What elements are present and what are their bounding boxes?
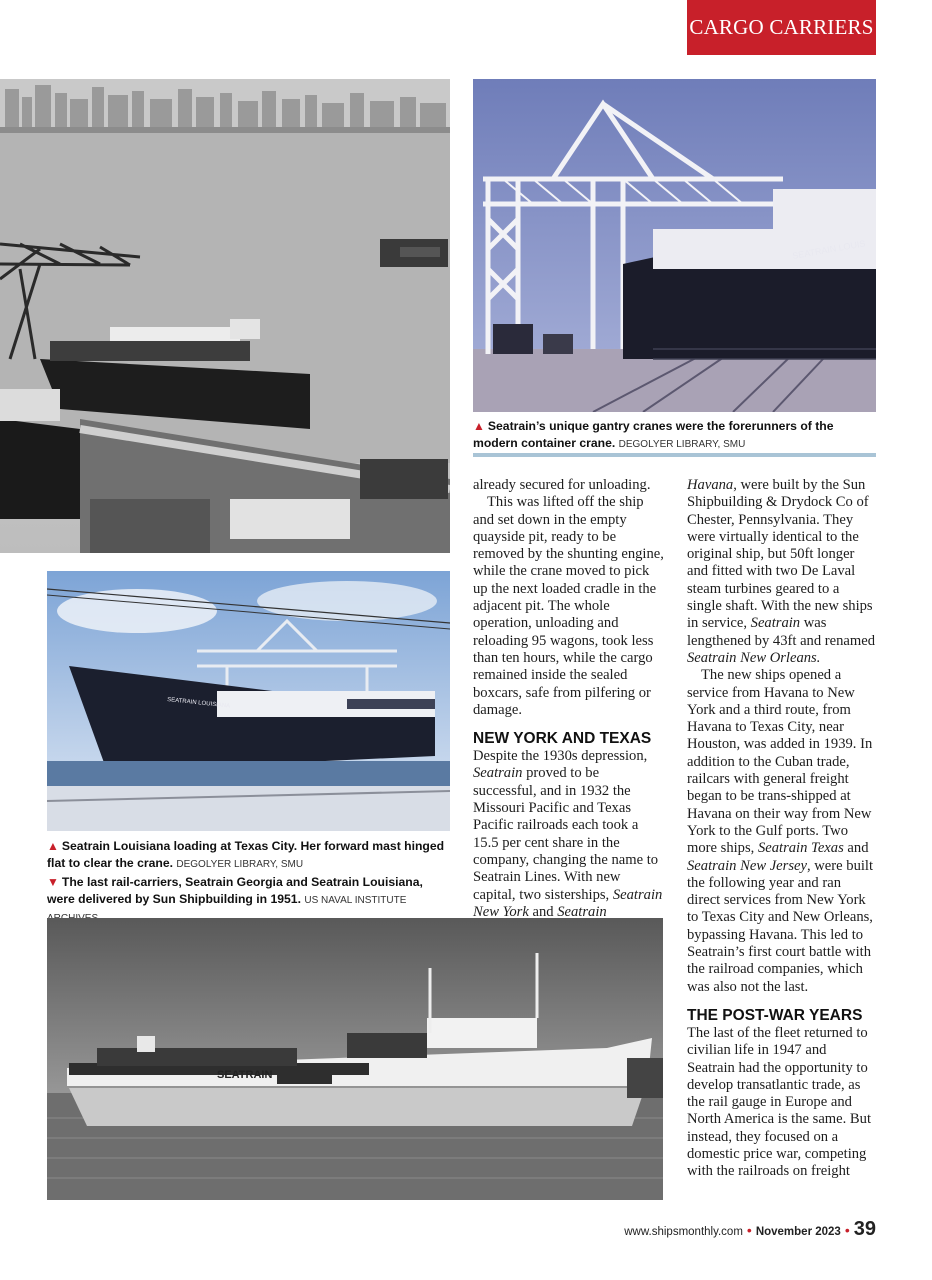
photo-harbour xyxy=(0,79,450,553)
heading-post-war-years: THE POST-WAR YEARS xyxy=(687,1006,863,1024)
col1-p3-b: proved to be successful, and in 1932 the Missouri Pacific and Texas Pacific railroads each took a 15.5 per cent share in the company, changing the name to Seatrain Lines. With new capital, two sisterships, xyxy=(473,765,659,903)
caption-louisiana-text: Seatrain Louisiana loading at Texas City. Her forward mast hinged flat to clear the crane. xyxy=(47,839,445,870)
page-footer xyxy=(624,1218,876,1241)
caption-gantry xyxy=(473,418,876,453)
caption-last-carriers-credit: US NAVAL INSTITUTE xyxy=(304,895,407,906)
article-column-1 xyxy=(473,477,664,921)
section-tag: CARGO CARRIERS xyxy=(687,0,876,55)
col2-paragraph-3: The last of the fleet returned to civilian life in 1947 and Seatrain had the opportunity to develop transatlantic trade, as the rail gauge in Europe and North America is the same. But instead, they focused on a domestic price war, competing with the railroads on freight xyxy=(687,1024,872,1180)
col2-p1-a: , were built by the Sun Shipbuilding & Drydock Co of Chester, Pennsylvania. They were virtually identical to the original ship, but 50ft longer and fitted with two De Laval steam turbines geared to a single shaft. With the new ships in service, xyxy=(687,477,873,632)
heading-new-york-texas: NEW YORK AND TEXAS xyxy=(473,730,652,748)
col2-p2-and: and xyxy=(847,840,869,857)
caption-louisiana-credit: DEGOLYER LIBRARY, SMU xyxy=(176,859,304,870)
col2-paragraph-2 xyxy=(687,667,877,996)
col2-paragraph-1 xyxy=(687,477,877,667)
photo-seatrain-louisiana xyxy=(47,571,450,831)
hull-name-georgia: SEATRAIN xyxy=(217,1069,273,1081)
photo-gantry-crane xyxy=(473,79,876,412)
caption-louisiana-marker: ▲ xyxy=(47,839,59,853)
col2-p2-b: , were built the following year and ran direct services from New York to Texas City and New Orleans, bypassing Havana. This led to Seatrain’s first court battle with the railroad companies, which was also not the last. xyxy=(687,857,874,995)
col1-p3-and: and xyxy=(532,903,554,920)
col1-p3-a: Despite the 1930s depression, xyxy=(473,748,648,765)
col1-p3-ship2: Seatrain New York xyxy=(473,886,663,920)
caption-gantry-marker: ▲ xyxy=(473,419,485,433)
col1-paragraph-3 xyxy=(473,748,664,921)
col1-paragraph-2: This was lifted off the ship and set down in the empty quayside pit, ready to be removed by the shunting engine, while the crane moved to pick up the next loaded cradle in the adjacent pit. The whole operation, unloading and reloading 95 wagons, took less than ten hours, while the cargo remained inside the sealed boxcars, safe from pilfering or damage. xyxy=(473,494,664,718)
col2-p2-ship2: Seatrain New Jersey xyxy=(687,857,807,874)
article-column-2 xyxy=(687,477,877,1181)
col2-p1-ship2: Seatrain xyxy=(750,615,801,632)
col2-p2-ship: Seatrain Texas xyxy=(757,840,844,857)
footer-url: www.shipsmonthly.com xyxy=(624,1226,743,1238)
photo-seatrain-georgia xyxy=(47,918,663,1200)
col2-p1-ship: Havana xyxy=(687,477,734,493)
col1-p3-ship: Seatrain xyxy=(473,765,523,782)
footer-separator-1: • xyxy=(746,1222,752,1238)
page-number: 39 xyxy=(853,1218,876,1240)
col2-p1-ship3: Seatrain New Orleans. xyxy=(687,649,821,666)
caption-last-carriers-marker: ▼ xyxy=(47,875,59,889)
svg-text:SEATRAIN LOUISIANA: SEATRAIN LOUISIANA xyxy=(166,697,231,710)
footer-issue-date: November 2023 xyxy=(755,1226,841,1238)
footer-separator-2: • xyxy=(844,1222,850,1238)
caption-gantry-text: Seatrain’s unique gantry cranes were the forerunners of the modern container crane. xyxy=(473,419,834,450)
caption-last-carriers-text: The last rail-carriers, Seatrain Georgia and Seatrain Louisiana, were delivered by Sun Shipbuilding in 1951. xyxy=(47,875,423,906)
caption-louisiana xyxy=(47,838,450,873)
caption-gantry-credit: DEGOLYER LIBRARY, SMU xyxy=(618,439,746,450)
col1-paragraph-1: already secured for unloading. xyxy=(473,477,651,493)
col2-p2-a: The new ships opened a service from Havana to New York and a third route, from Havana to Texas City, near Houston, was added in 1939. In addition to the Cuban trade, railcars with general freight began to be trans-shipped at Havana on their way from New York to the Gulf ports. Two more ships, xyxy=(687,667,873,857)
col2-p1-b: was lengthened by 43ft and renamed xyxy=(687,615,876,649)
hull-name-gantry: SEATRAIN LOUIS xyxy=(791,238,867,261)
caption-rule xyxy=(473,453,876,457)
col1-p3-ship3: Seatrain xyxy=(557,903,607,920)
